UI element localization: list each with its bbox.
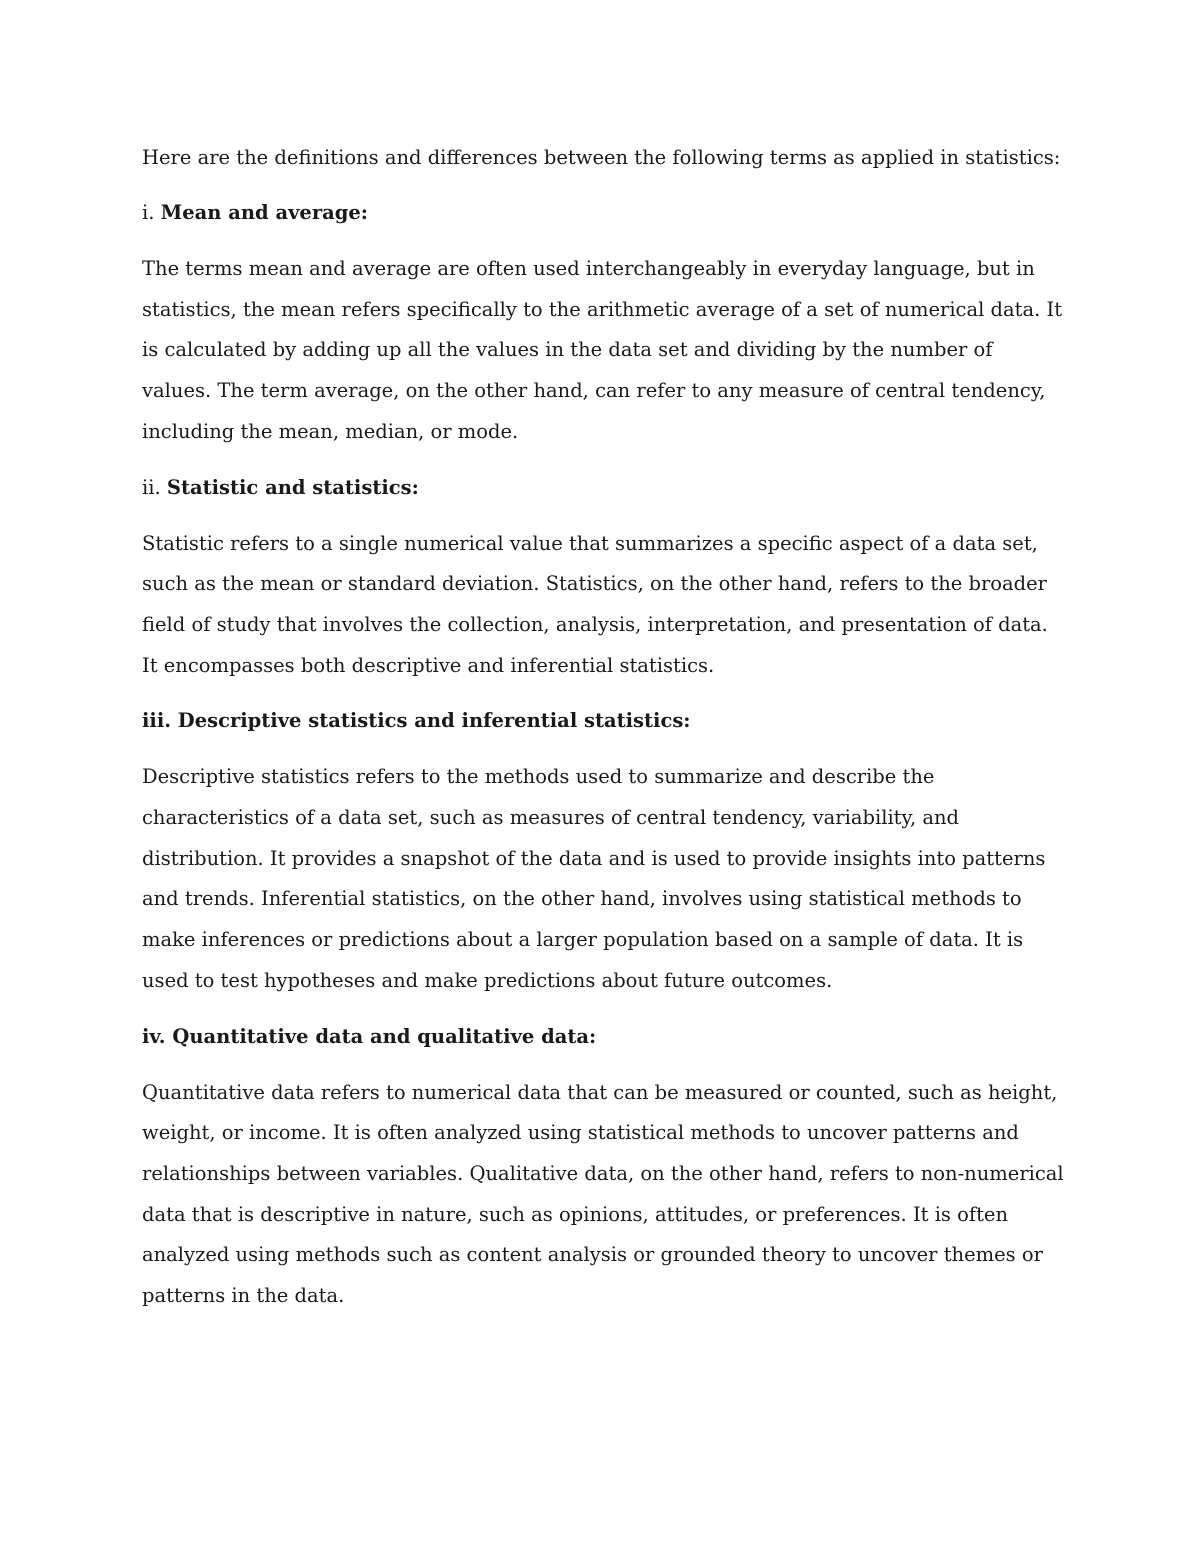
- section-title: Statistic and statistics:: [166, 475, 419, 499]
- section-heading-mean-average: [142, 193, 1067, 233]
- section-body-mean-average: The terms mean and average are often used interchangeably in everyday language, but in statistics, the mean refers specifically to the arithmetic average of a set of numerical data. It is calculated by adding up all the values in the data set and dividing by the number of values. The term average, on the other hand, can refer to any measure of central tendency, including the mean, median, or mode.: [142, 257, 1063, 443]
- section-heading-descriptive-inferential: [142, 701, 1067, 741]
- section-heading-quantitative-qualitative: [142, 1017, 1067, 1057]
- section-title: iii. Descriptive statistics and inferential statistics:: [142, 709, 691, 733]
- intro-paragraph: Here are the definitions and differences between the following terms as applied in statistics:: [142, 146, 1061, 169]
- section-title: iv. Quantitative data and qualitative data:: [142, 1024, 597, 1048]
- section-body-quantitative-qualitative: Quantitative data refers to numerical data that can be measured or counted, such as height, weight, or income. It is often analyzed using statistical methods to uncover patterns and relationships between variables. Qualitative data, on the other hand, refers to non-numerical data that is descriptive in nature, such as opinions, attitudes, or preferences. It is often analyzed using methods such as content analysis or grounded theory to uncover themes or patterns in the data.: [142, 1080, 1064, 1308]
- section-body-statistic-statistics: Statistic refers to a single numerical value that summarizes a specific aspect of a data set, such as the mean or standard deviation. Statistics, on the other hand, refers to the broader field of study that involves the collection, analysis, interpretation, and presentation of data. It encompasses both descriptive and inferential statistics.: [142, 531, 1048, 677]
- document-body: [142, 138, 1067, 1332]
- section-prefix: ii.: [142, 475, 167, 499]
- section-heading-statistic-statistics: [142, 468, 1067, 508]
- section-prefix: i.: [142, 201, 161, 224]
- section-body-descriptive-inferential: Descriptive statistics refers to the methods used to summarize and describe the characteristics of a data set, such as measures of central tendency, variability, and distribution. It provides a snapshot of the data and is used to provide insights into patterns and trends. Inferential statistics, on the other hand, involves using statistical methods to make inferences or predictions about a larger population based on a sample of data. It is used to test hypotheses and make predictions about future outcomes.: [142, 765, 1046, 992]
- section-title: Mean and average:: [160, 201, 368, 224]
